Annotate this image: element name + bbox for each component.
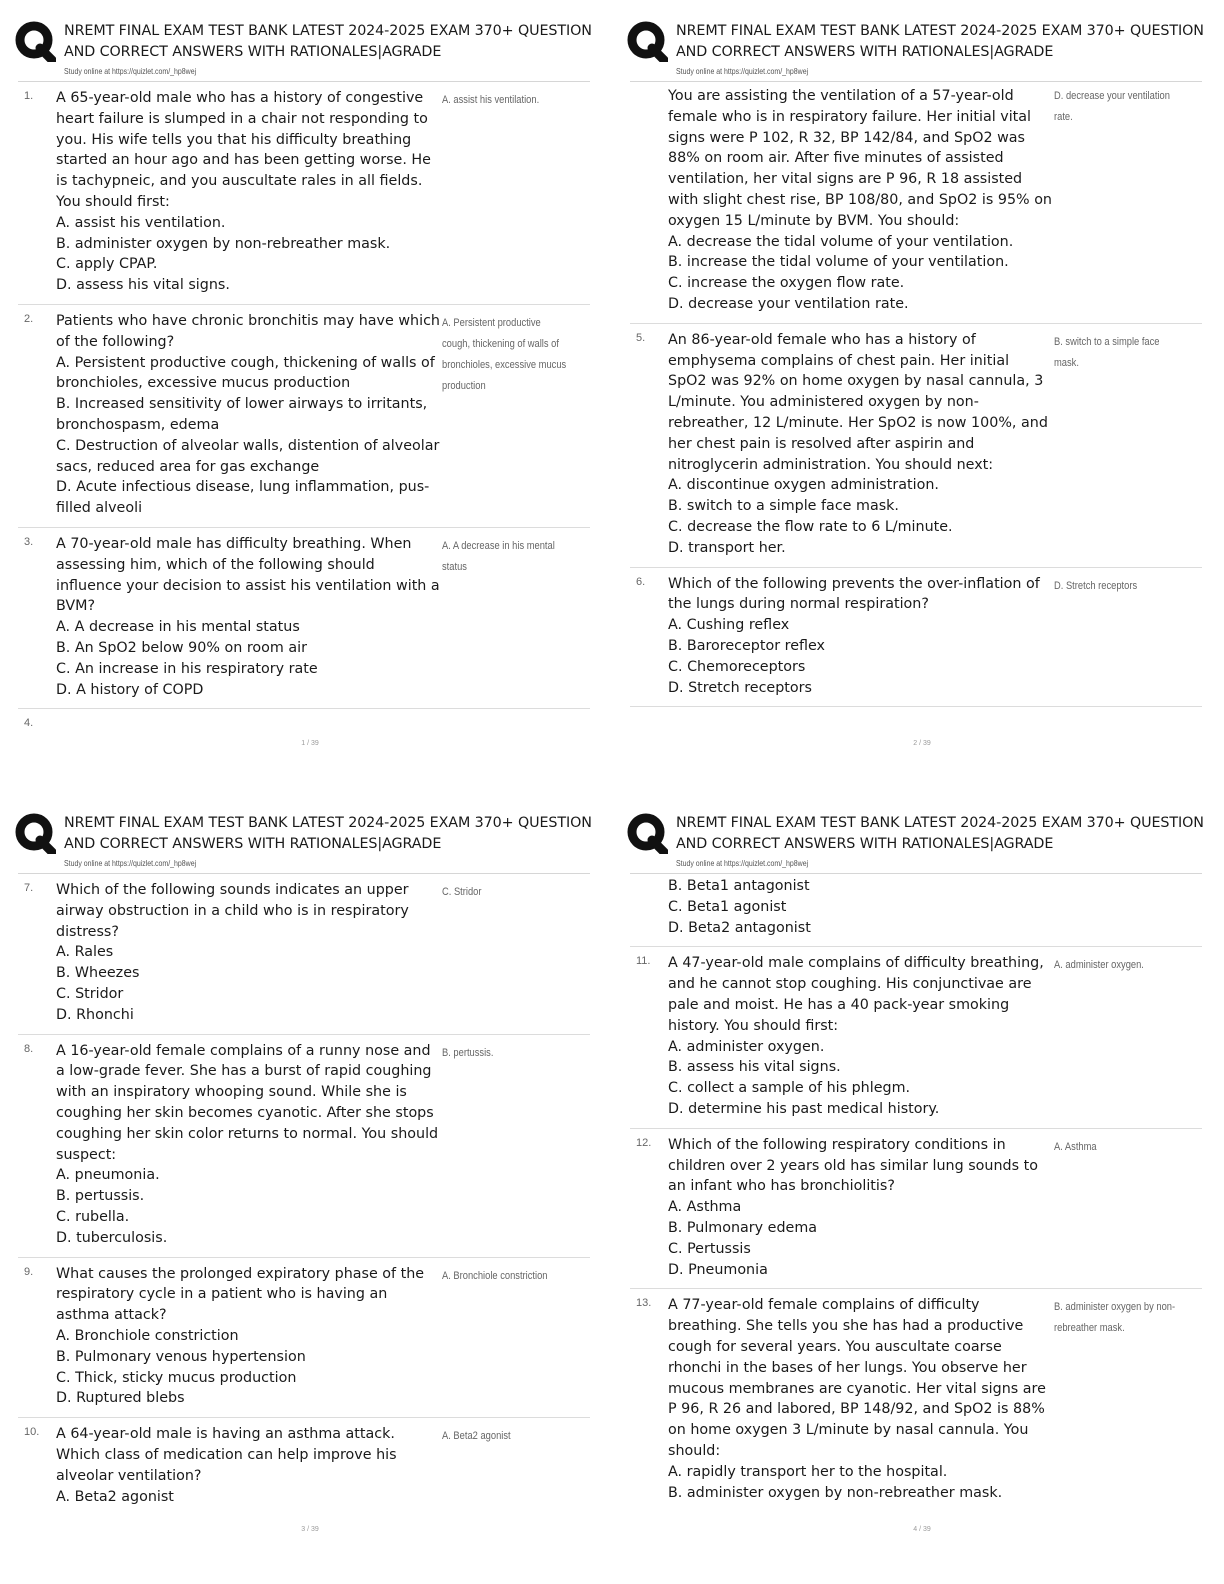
option-d: D. Acute infectious disease, lung inflammation, pus-filled alveoli (56, 479, 430, 517)
option-b: B. administer oxygen by non-rebreather mask. (56, 235, 391, 252)
question-number: 4. (24, 717, 34, 730)
option-a: A. administer oxygen. (668, 1038, 825, 1055)
document-page-3 (10, 804, 610, 1584)
question-number: 3. (24, 535, 34, 548)
quizlet-logo-icon (14, 812, 56, 854)
option-c: C. Chemoreceptors (668, 658, 806, 675)
page-header (622, 12, 1222, 82)
answer-options (56, 213, 446, 296)
correct-answer: A. Bronchiole constriction (442, 1269, 548, 1282)
option-d: D. decrease your ventilation rate. (668, 295, 909, 312)
question-number: 6. (636, 575, 646, 588)
option-a: A. decrease the tidal volume of your ventilation. (668, 233, 1014, 250)
question-item (18, 1035, 590, 1258)
option-d: D. Beta2 antagonist (668, 919, 811, 936)
question-text: A 70-year-old male has difficulty breathing. When assessing him, which of the following should influence your decision to assist his ventilation with a BVM? (56, 535, 440, 615)
question-item (630, 568, 1202, 708)
option-d: D. Stretch receptors (668, 679, 812, 696)
page-header (622, 804, 1222, 874)
option-c: C. decrease the flow rate to 6 L/minute. (668, 518, 953, 535)
question-number: 12. (636, 1136, 652, 1149)
questions-list (10, 82, 610, 735)
option-a: A. rapidly transport her to the hospital. (668, 1463, 948, 1480)
question-number: 9. (24, 1265, 34, 1278)
option-d: D. tuberculosis. (56, 1229, 168, 1246)
correct-answer: A. Asthma (1054, 1140, 1097, 1153)
option-c: C. Destruction of alveolar walls, distention of alveolar sacs, reduced area for gas exchange (56, 437, 440, 475)
option-a: A. Rales (56, 944, 114, 961)
option-c: C. rubella. (56, 1208, 130, 1225)
option-c: C. Thick, sticky mucus production (56, 1369, 297, 1386)
quizlet-logo-icon (626, 20, 668, 62)
option-c: C. Stridor (56, 985, 124, 1002)
option-b: B. Increased sensitivity of lower airways to irritants, bronchospasm, edema (56, 396, 428, 433)
option-d: D. Pneumonia (668, 1261, 768, 1278)
answer-options (56, 1326, 446, 1409)
option-b: B. An SpO2 below 90% on room air (56, 639, 307, 656)
correct-answer: A. Persistent productive cough, thickening of walls of bronchioles, excessive mucus production (442, 316, 567, 392)
document-page-1 (10, 12, 610, 792)
question-item (630, 947, 1202, 1128)
correct-answer: A. A decrease in his mental status (442, 539, 555, 573)
question-number: 5. (636, 331, 646, 344)
option-a: A. A decrease in his mental status (56, 619, 300, 636)
question-text: A 77-year-old female complains of difficulty breathing. She tells you she has had a productive cough for several years. You auscultate coarse rhonchi in the bases of her lungs. You observe her mucous membranes are cyanotic. Her vital signs are P 96, R 26 and labored, BP 148/92, and SpO2 is 88% on home oxygen 3 L/minute by nasal cannula. You should: (668, 1297, 1046, 1459)
option-b: B. assess his vital signs. (668, 1059, 841, 1076)
study-online-link[interactable]: Study online at https://quizlet.com/_hp8wej (676, 858, 809, 868)
questions-list (622, 82, 1222, 707)
correct-answer: B. administer oxygen by non-rebreather mask. (1054, 1301, 1176, 1335)
study-online-link[interactable]: Study online at https://quizlet.com/_hp8wej (676, 66, 809, 76)
option-b: B. increase the tidal volume of your ventilation. (668, 254, 1009, 271)
question-number: 2. (24, 312, 34, 325)
question-text: A 64-year-old male is having an asthma attack. Which class of medication can help improve his alveolar ventilation? (56, 1426, 397, 1484)
question-text: Patients who have chronic bronchitis may have which of the following? (56, 312, 440, 350)
document-page-2 (622, 12, 1222, 792)
option-a: A. Bronchiole constriction (56, 1327, 239, 1344)
answer-options (56, 353, 446, 519)
option-b: B. administer oxygen by non-rebreather mask. (668, 1484, 1003, 1501)
question-item (630, 324, 1202, 568)
quizlet-logo-icon (626, 812, 668, 854)
option-d: D. A history of COPD (56, 681, 204, 698)
question-number: 8. (24, 1042, 34, 1055)
page-header (10, 12, 610, 82)
answer-options (668, 475, 1058, 558)
correct-answer: D. Stretch receptors (1054, 579, 1138, 592)
question-item (18, 305, 590, 528)
answer-options (56, 1487, 446, 1508)
document-title: NREMT FINAL EXAM TEST BANK LATEST 2024-2025 EXAM 370+ QUESTION AND CORRECT ANSWERS WITH RATIONALES|AGRADE (676, 815, 1204, 852)
answer-options (668, 232, 1058, 315)
option-d: D. transport her. (668, 539, 786, 556)
answer-options (668, 615, 1058, 698)
question-text: Which of the following prevents the over-inflation of the lungs during normal respiration? (668, 575, 1040, 613)
question-text: A 47-year-old male complains of difficulty breathing, and he cannot stop coughing. His conjunctivae are pale and moist. He has a 40 pack-year smoking history. You should first: (668, 955, 1044, 1034)
question-text: Which of the following sounds indicates an upper airway obstruction in a child who is in respiratory distress? (56, 882, 409, 940)
question-item-continued (630, 874, 1202, 947)
question-number: 1. (24, 90, 34, 102)
study-online-link[interactable]: Study online at https://quizlet.com/_hp8wej (64, 66, 197, 76)
question-item (630, 1289, 1202, 1511)
option-b: B. pertussis. (56, 1188, 145, 1205)
question-item (18, 1258, 590, 1419)
document-title: NREMT FINAL EXAM TEST BANK LATEST 2024-2025 EXAM 370+ QUESTION AND CORRECT ANSWERS WITH RATIONALES|AGRADE (676, 23, 1204, 60)
option-c: C. apply CPAP. (56, 256, 158, 273)
correct-answer: C. Stridor (442, 886, 482, 898)
question-item (630, 1129, 1202, 1290)
question-number: 13. (636, 1297, 652, 1310)
question-text: An 86-year-old female who has a history of emphysema complains of chest pain. Her initial SpO2 was 92% on home oxygen by nasal cannula, 3 L/minute. You administered oxygen by non-rebreather, 12 L/minute. Her SpO2 is now 100%, and her chest pain is resolved after aspirin and nitroglycerin administration. You should next: (668, 331, 1048, 473)
option-a: A. Beta2 agonist (56, 1488, 174, 1505)
questions-list (622, 874, 1222, 1511)
correct-answer: B. switch to a simple face mask. (1054, 335, 1160, 369)
question-item (18, 82, 590, 305)
study-online-link[interactable]: Study online at https://quizlet.com/_hp8wej (64, 858, 197, 868)
question-item-continued (630, 82, 1202, 324)
option-b: B. Pulmonary venous hypertension (56, 1348, 306, 1365)
answer-options (56, 617, 446, 700)
answer-options (668, 1462, 1058, 1504)
answer-options (56, 1165, 446, 1248)
answer-options (668, 1037, 1058, 1120)
option-d: D. Rhonchi (56, 1006, 134, 1023)
page-number: 4 / 39 (913, 1526, 931, 1533)
document-title: NREMT FINAL EXAM TEST BANK LATEST 2024-2025 EXAM 370+ QUESTION AND CORRECT ANSWERS WITH RATIONALES|AGRADE (64, 815, 592, 852)
option-c: C. An increase in his respiratory rate (56, 660, 318, 677)
question-text: What causes the prolonged expiratory phase of the respiratory cycle in a patient who is having an asthma attack? (56, 1265, 425, 1324)
option-b: B. Pulmonary edema (668, 1219, 818, 1236)
option-b: B. Wheezes (56, 965, 140, 982)
option-c: C. collect a sample of his phlegm. (668, 1080, 911, 1097)
questions-list (10, 874, 610, 1515)
question-item (18, 874, 590, 1035)
page-number: 3 / 39 (301, 1526, 319, 1533)
page-number: 1 / 39 (301, 740, 319, 747)
option-a: A. Persistent productive cough, thickening of walls of bronchioles, excessive mucus production (56, 354, 435, 392)
question-text: A 65-year-old male who has a history of congestive heart failure is slumped in a chair not responding to you. His wife tells you that his difficulty breathing started an hour ago and has been getting worse. He is tachypneic, and you auscultate rales in all fields. You should first: (56, 90, 431, 210)
document-title: NREMT FINAL EXAM TEST BANK LATEST 2024-2025 EXAM 370+ QUESTION AND CORRECT ANSWERS WITH RATIONALES|AGRADE (64, 23, 592, 60)
option-d: D. assess his vital signs. (56, 277, 230, 294)
correct-answer: A. Beta2 agonist (442, 1430, 511, 1443)
document-page-4 (622, 804, 1222, 1584)
option-c: C. increase the oxygen flow rate. (668, 275, 905, 292)
page-header (10, 804, 610, 874)
quizlet-logo-icon (14, 20, 56, 62)
question-item (18, 528, 590, 709)
option-a: A. pneumonia. (56, 1167, 160, 1184)
option-a: A. Asthma (668, 1199, 742, 1216)
question-number: 10. (24, 1426, 40, 1439)
option-b: B. Baroreceptor reflex (668, 637, 826, 654)
answer-options (56, 942, 446, 1025)
correct-answer: A. administer oxygen. (1054, 959, 1144, 972)
page-number: 2 / 39 (913, 740, 931, 747)
option-a: A. assist his ventilation. (56, 214, 226, 231)
question-text: Which of the following respiratory conditions in children over 2 years old has similar lung sounds to an infant who has bronchiolitis? (668, 1136, 1038, 1195)
answer-options (668, 1197, 1058, 1280)
answer-options (668, 876, 1058, 938)
question-text: A 16-year-old female complains of a runny nose and a low-grade fever. She has a burst of rapid coughing with an inspiratory whooping sound. While she is coughing her skin becomes cyanotic. After she stops coughing her skin color returns to normal. You should suspect: (56, 1042, 439, 1163)
option-b: B. switch to a simple face mask. (668, 498, 899, 515)
option-a: A. Cushing reflex (668, 617, 790, 634)
question-item (18, 709, 610, 735)
question-text: You are assisting the ventilation of a 57-year-old female who is in respiratory failure. Her initial vital signs were P 102, R 32, BP 142/84, and SpO2 was 88% on room air. After five minutes of assisted ventilation, her vital signs are P 96, R 18 assisted with slight chest rise, BP 108/80, and SpO2 is 95% on oxygen 15 L/minute by BVM. You should: (668, 88, 1052, 229)
question-number: 11. (636, 955, 651, 968)
correct-answer: B. pertussis. (442, 1046, 494, 1059)
question-number: 7. (24, 882, 34, 894)
option-b: B. Beta1 antagonist (668, 878, 810, 894)
correct-answer: A. assist his ventilation. (442, 94, 540, 106)
option-d: D. Ruptured blebs (56, 1390, 185, 1407)
question-item (18, 1418, 590, 1515)
option-c: C. Pertussis (668, 1240, 751, 1257)
correct-answer: D. decrease your ventilation rate. (1054, 90, 1170, 123)
option-c: C. Beta1 agonist (668, 898, 787, 915)
option-a: A. discontinue oxygen administration. (668, 477, 939, 494)
option-d: D. determine his past medical history. (668, 1100, 940, 1117)
